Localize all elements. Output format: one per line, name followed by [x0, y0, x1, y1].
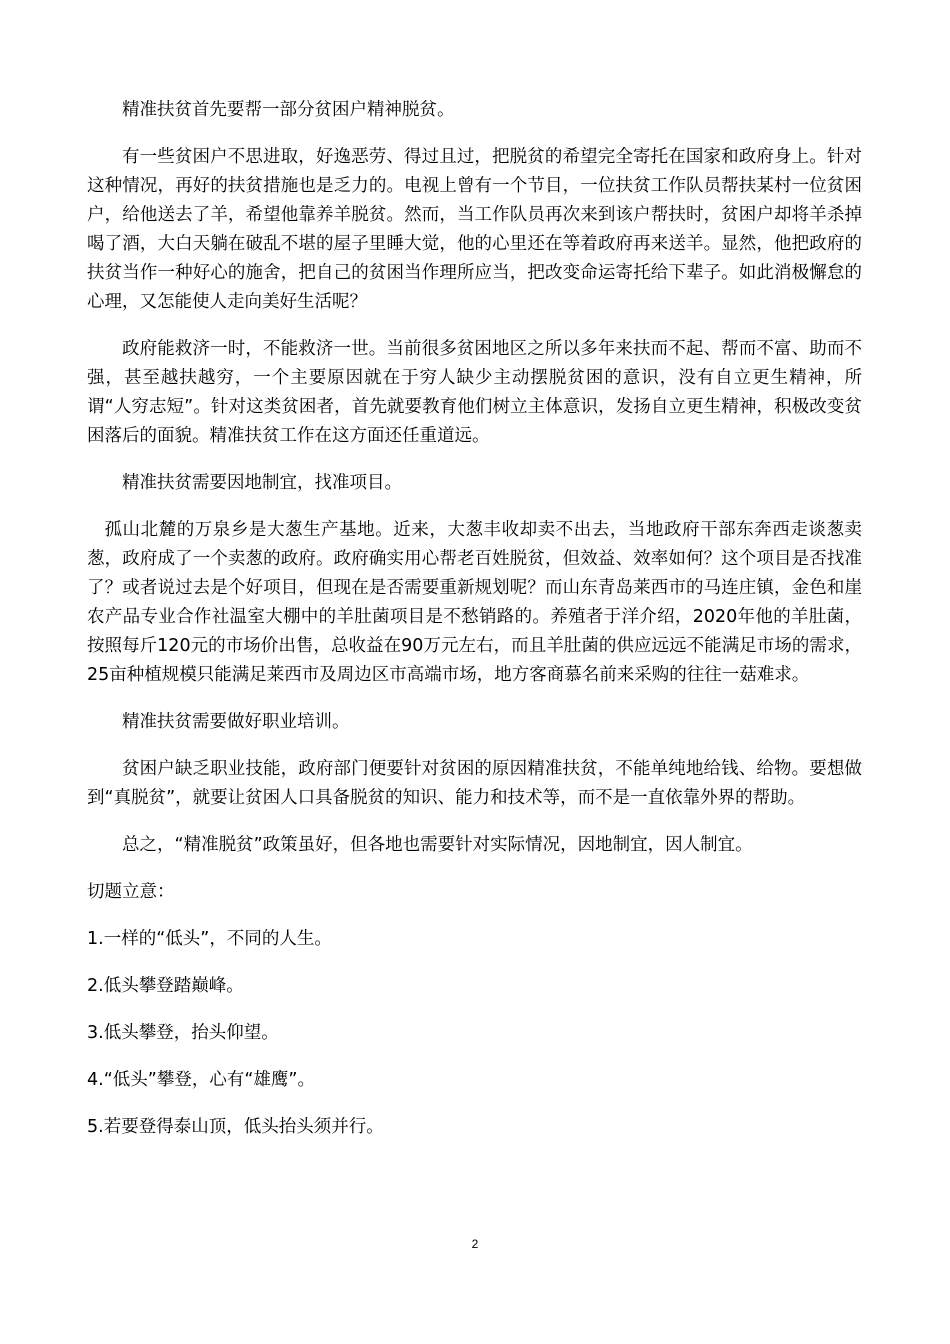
paragraph-heading-spiritual-poverty: 精准扶贫首先要帮一部分贫困户精神脱贫。	[122, 100, 455, 120]
paragraph-heading-vocational-training: 精准扶贫需要做好职业培训。	[122, 712, 350, 732]
theme-item-1: 1.一样的“低头”，不同的人生。	[87, 929, 332, 949]
paragraph-heading-local-projects: 精准扶贫需要因地制宜，找准项目。	[122, 473, 402, 493]
paragraph-conclusion: 总之，“精准脱贫”政策虽好，但各地也需要针对实际情况，因地制宜，因人制宜。	[122, 835, 753, 855]
paragraph-lazy-households: 有一些贫困户不思进取，好逸恶劳、得过且过，把脱贫的希望完全寄托在国家和政府身上。针对这种情况，再好的扶贫措施也是乏力的。电视上曾有一个节目，一位扶贫工作队员帮扶某村一位贫困户，给他送去了羊，希望他靠养羊脱贫。然而，当工作队员再次来到该户帮扶时，贫困户却将羊杀掉喝了酒，大白天躺在破乱不堪的屋子里睡大觉，他的心里还在等着政府再来送羊。显然，他把政府的扶贫当作一种好心的施舍，把自己的贫困当作理所应当，把改变命运寄托给下辈子。如此消极懈怠的心理，又怎能使人走向美好生活呢？	[87, 147, 862, 312]
paragraph-vocational-skills: 贫困户缺乏职业技能，政府部门便要针对贫困的原因精准扶贫，不能单纯地给钱、给物。要想做到“真脱贫”，就要让贫困人口具备脱贫的知识、能力和技术等，而不是一直依靠外界的帮助。	[87, 759, 862, 808]
paragraph-self-reliance: 政府能救济一时，不能救济一世。当前很多贫困地区之所以多年来扶而不起、帮而不富、助而不强，甚至越扶越穷，一个主要原因就在于穷人缺少主动摆脱贫困的意识，没有自立更生精神，所谓“人穷志短”。针对这类贫困者，首先就要教育他们树立主体意识，发扬自立更生精神，积极改变贫困落后的面貌。精准扶贫工作在这方面还任重道远。	[87, 339, 862, 446]
theme-item-3: 3.低头攀登，抬头仰望。	[87, 1023, 279, 1043]
paragraph-scallion-morel-example: 孤山北麓的万泉乡是大葱生产基地。近来，大葱丰收却卖不出去，当地政府干部东奔西走谈葱卖葱，政府成了一个卖葱的政府。政府确实用心帮老百姓脱贫，但效益、效率如何？这个项目是否找准了？或者说过去是个好项目，但现在是否需要重新规划呢？而山东青岛莱西市的马连庄镇，金色和崖农产品专业合作社温室大棚中的羊肚菌项目是不愁销路的。养殖者于洋介绍，2020年他的羊肚菌，按照每斤120元的市场价出售，总收益在90万元左右，而且羊肚菌的供应远远不能满足市场的需求，25亩种植规模只能满足莱西市及周边区市高端市场，地方客商慕名前来采购的往往一菇难求。	[87, 520, 862, 685]
document-body	[87, 96, 862, 1142]
theme-item-2: 2.低头攀登踏巅峰。	[87, 976, 244, 996]
page-number: 2	[471, 1237, 479, 1251]
paragraph-theme-heading: 切题立意：	[87, 882, 175, 902]
theme-item-5: 5.若要登得泰山顶，低头抬头须并行。	[87, 1117, 384, 1137]
theme-item-4: 4.“低头”攀登，心有“雄鹰”。	[87, 1070, 315, 1090]
